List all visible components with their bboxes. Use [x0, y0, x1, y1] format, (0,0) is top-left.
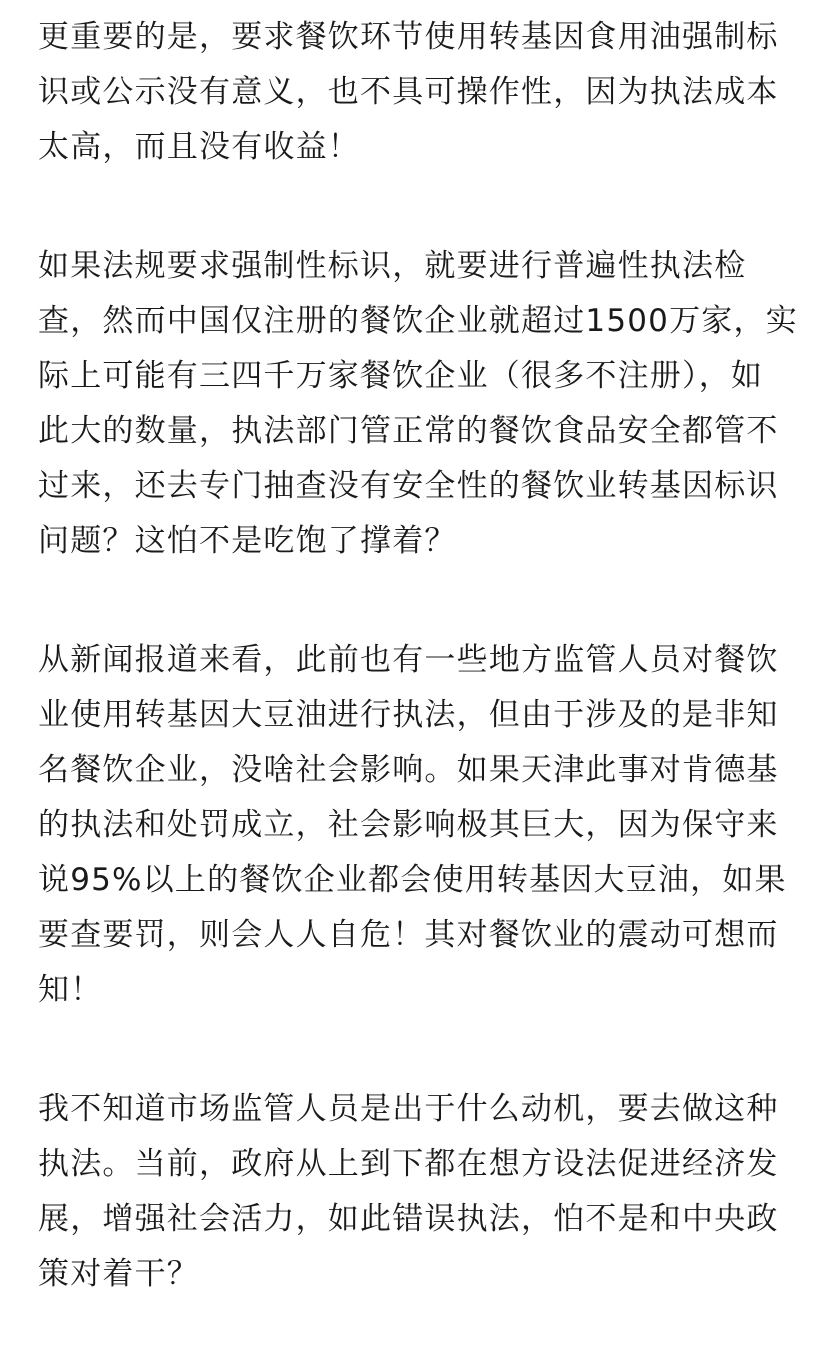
text-line: 识或公示没有意义，也不具可操作性，因为执法成本 [38, 74, 779, 110]
text-line: 执法。当前，政府从上到下都在想方设法促进经济发 [38, 1146, 779, 1182]
text-line: 说95%以上的餐饮企业都会使用转基因大豆油，如果 [38, 862, 787, 898]
text-line: 策对着干？ [38, 1256, 199, 1292]
text-line: 要查要罚，则会人人自危！其对餐饮业的震动可想而 [38, 917, 779, 953]
text-line: 问题？这怕不是吃饱了撑着？ [38, 523, 457, 559]
text-line: 更重要的是，要求餐饮环节使用转基因食用油强制标 [38, 19, 779, 55]
paragraph-1 [38, 10, 798, 175]
text-line: 此大的数量，执法部门管正常的餐饮食品安全都管不 [38, 413, 779, 449]
text-line: 知！ [38, 972, 103, 1008]
text-line: 过来，还去专门抽查没有安全性的餐饮业转基因标识 [38, 468, 779, 504]
paragraph-4 [38, 1082, 798, 1302]
article-body [38, 0, 798, 1366]
text-line: 际上可能有三四千万家餐饮企业（很多不注册），如 [38, 358, 764, 394]
text-line: 从新闻报道来看，此前也有一些地方监管人员对餐饮 [38, 642, 779, 678]
text-line: 查，然而中国仅注册的餐饮企业就超过1500万家，实 [38, 303, 798, 339]
paragraph-2 [38, 239, 798, 569]
text-line: 名餐饮企业，没啥社会影响。如果天津此事对肯德基 [38, 752, 779, 788]
text-line: 的执法和处罚成立，社会影响极其巨大，因为保守来 [38, 807, 779, 843]
paragraph-3 [38, 633, 798, 1018]
text-line: 展，增强社会活力，如此错误执法，怕不是和中央政 [38, 1201, 779, 1237]
text-line: 业使用转基因大豆油进行执法，但由于涉及的是非知 [38, 697, 779, 733]
text-line: 太高，而且没有收益！ [38, 129, 360, 165]
text-line: 如果法规要求强制性标识，就要进行普遍性执法检 [38, 248, 747, 284]
text-line: 我不知道市场监管人员是出于什么动机，要去做这种 [38, 1091, 779, 1127]
